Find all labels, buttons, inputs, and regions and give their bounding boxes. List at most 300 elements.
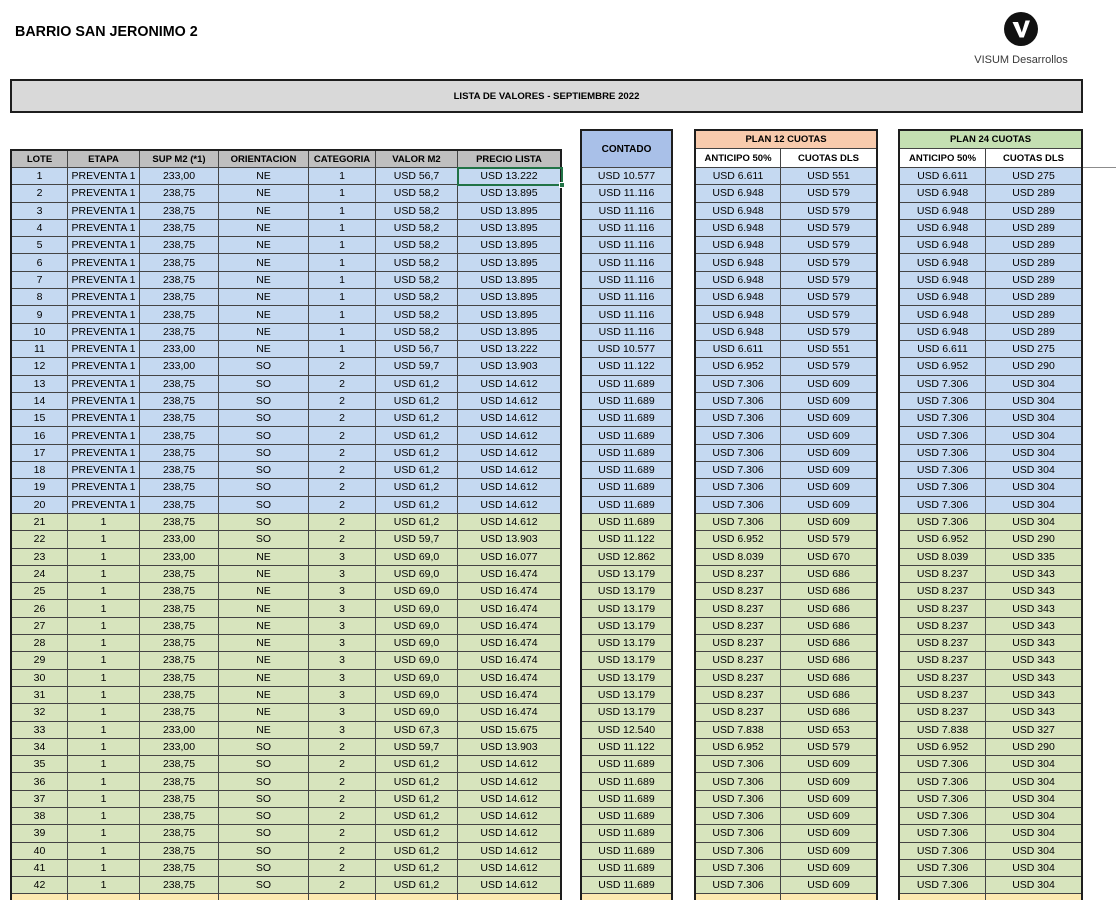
cell-plan-12-cuotas[interactable]: USD 609 [807, 827, 850, 840]
cell-etapa[interactable]: PREVENTA 1 [68, 272, 140, 288]
cell-orientacion[interactable]: SO [219, 427, 309, 443]
cell-precio-lista[interactable]: USD 13.895 [480, 325, 538, 338]
cell-sup-m2[interactable]: 238,75 [140, 272, 219, 288]
cell-plan-12-anticipo[interactable]: USD 8.237 [696, 704, 781, 720]
cell-plan-24-anticipo[interactable] [900, 894, 986, 899]
cell-precio-lista[interactable]: USD 13.895 [480, 273, 538, 286]
cell-plan-12-anticipo[interactable]: USD 8.237 [696, 652, 781, 668]
column-header-plan-12-cuotas[interactable]: CUOTAS DLS [797, 152, 860, 164]
cell-sup-m2[interactable]: 238,75 [140, 220, 219, 236]
cell-plan-12-anticipo[interactable]: USD 6.948 [696, 185, 781, 201]
cell-categoria[interactable]: 2 [309, 445, 376, 461]
cell-etapa[interactable]: 1 [68, 687, 140, 703]
cell-plan-24-anticipo[interactable]: USD 7.306 [900, 462, 986, 478]
cell-valor-m2[interactable]: USD 61,2 [376, 514, 458, 530]
cell-precio-lista[interactable]: USD 13.895 [480, 308, 538, 321]
cell-sup-m2[interactable]: 238,75 [140, 583, 219, 599]
cell-precio-lista[interactable]: USD 14.612 [480, 464, 538, 477]
cell-sup-m2[interactable]: 238,75 [140, 254, 219, 270]
cell-valor-m2[interactable]: USD 61,2 [376, 843, 458, 859]
cell-plan-12-anticipo[interactable]: USD 6.948 [696, 272, 781, 288]
cell-orientacion[interactable]: NE [219, 549, 309, 565]
cell-sup-m2[interactable]: 238,75 [140, 514, 219, 530]
cell-plan-12-anticipo[interactable]: USD 7.306 [696, 877, 781, 893]
cell-plan-12-cuotas[interactable]: USD 686 [807, 706, 850, 719]
cell-plan-24-anticipo[interactable]: USD 7.306 [900, 479, 986, 495]
cell-plan-12-anticipo[interactable]: USD 7.306 [696, 756, 781, 772]
cell-valor-m2[interactable]: USD 61,2 [376, 756, 458, 772]
cell-valor-m2[interactable]: USD 69,0 [376, 635, 458, 651]
cell-valor-m2[interactable]: USD 69,0 [376, 566, 458, 582]
cell-plan-24-cuotas[interactable]: USD 343 [1012, 619, 1055, 632]
column-header-etapa[interactable]: ETAPA [68, 151, 140, 167]
cell-plan-24-cuotas[interactable]: USD 275 [1012, 170, 1055, 183]
cell-orientacion[interactable]: NE [219, 324, 309, 340]
cell-plan-12-cuotas[interactable]: USD 579 [807, 222, 850, 235]
cell-plan-12-cuotas[interactable]: USD 686 [807, 619, 850, 632]
cell-plan-24-cuotas[interactable]: USD 304 [1012, 464, 1055, 477]
cell-etapa[interactable]: 1 [68, 808, 140, 824]
cell-plan-24-cuotas[interactable]: USD 343 [1012, 585, 1055, 598]
cell-plan-12-cuotas[interactable]: USD 609 [807, 775, 850, 788]
column-header-precio-lista[interactable]: PRECIO LISTA [476, 153, 542, 165]
cell-plan-24-cuotas[interactable]: USD 304 [1012, 792, 1055, 805]
cell-plan-12-anticipo[interactable]: USD 7.306 [696, 808, 781, 824]
cell-valor-m2[interactable]: USD 69,0 [376, 583, 458, 599]
cell-orientacion[interactable]: NE [219, 341, 309, 357]
cell-lote[interactable]: 32 [12, 704, 68, 720]
cell-orientacion[interactable]: NE [219, 289, 309, 305]
cell-sup-m2[interactable]: 238,75 [140, 618, 219, 634]
cell-plan-24-anticipo[interactable]: USD 8.039 [900, 549, 986, 565]
cell-contado[interactable]: USD 11.116 [598, 325, 655, 338]
cell-orientacion[interactable]: SO [219, 825, 309, 841]
cell-sup-m2[interactable]: 238,75 [140, 843, 219, 859]
cell-etapa[interactable]: PREVENTA 1 [68, 324, 140, 340]
cell-categoria[interactable]: 2 [309, 825, 376, 841]
cell-orientacion[interactable]: NE [219, 272, 309, 288]
cell-etapa[interactable]: PREVENTA 1 [68, 237, 140, 253]
cell-categoria[interactable]: 1 [309, 289, 376, 305]
cell-valor-m2[interactable]: USD 61,2 [376, 462, 458, 478]
cell-lote[interactable]: 16 [12, 427, 68, 443]
cell-plan-24-anticipo[interactable]: USD 8.237 [900, 704, 986, 720]
cell-plan-24-cuotas[interactable]: USD 289 [1012, 239, 1055, 252]
cell-plan-12-anticipo[interactable]: USD 7.306 [696, 445, 781, 461]
cell-plan-24-anticipo[interactable]: USD 7.306 [900, 445, 986, 461]
cell-categoria[interactable]: 2 [309, 860, 376, 876]
cell-precio-lista[interactable]: USD 13.895 [480, 256, 538, 269]
cell-sup-m2[interactable]: 238,75 [140, 756, 219, 772]
cell-contado[interactable]: USD 11.689 [598, 827, 655, 840]
cell-lote[interactable]: 28 [12, 635, 68, 651]
cell-plan-24-cuotas[interactable] [986, 894, 1081, 899]
cell-plan-12-anticipo[interactable]: USD 7.306 [696, 427, 781, 443]
cell-categoria[interactable]: 1 [309, 272, 376, 288]
cell-contado[interactable]: USD 13.179 [597, 567, 656, 580]
cell-lote[interactable] [12, 894, 68, 899]
cell-lote[interactable]: 23 [12, 549, 68, 565]
cell-categoria[interactable]: 2 [309, 843, 376, 859]
cell-categoria[interactable]: 2 [309, 791, 376, 807]
cell-contado[interactable]: USD 11.122 [598, 360, 655, 373]
cell-orientacion[interactable]: SO [219, 739, 309, 755]
cell-plan-24-cuotas[interactable]: USD 289 [1012, 291, 1055, 304]
cell-plan-24-anticipo[interactable]: USD 6.952 [900, 739, 986, 755]
cell-etapa[interactable]: 1 [68, 618, 140, 634]
cell-plan-12-anticipo[interactable]: USD 8.237 [696, 618, 781, 634]
cell-orientacion[interactable]: NE [219, 652, 309, 668]
cell-categoria[interactable]: 2 [309, 393, 376, 409]
cell-contado[interactable]: USD 13.179 [597, 637, 656, 650]
cell-contado[interactable]: USD 13.179 [597, 602, 656, 615]
cell-plan-12-cuotas[interactable]: USD 579 [807, 273, 850, 286]
cell-plan-24-cuotas[interactable]: USD 304 [1012, 827, 1055, 840]
cell-plan-12-cuotas[interactable] [781, 894, 876, 899]
cell-sup-m2[interactable]: 238,75 [140, 203, 219, 219]
cell-plan-24-anticipo[interactable]: USD 7.306 [900, 773, 986, 789]
cell-orientacion[interactable]: SO [219, 462, 309, 478]
cell-lote[interactable]: 21 [12, 514, 68, 530]
cell-plan-24-anticipo[interactable]: USD 7.306 [900, 825, 986, 841]
cell-sup-m2[interactable]: 238,75 [140, 825, 219, 841]
cell-plan-12-anticipo[interactable]: USD 6.952 [696, 531, 781, 547]
cell-etapa[interactable]: PREVENTA 1 [68, 376, 140, 392]
cell-precio-lista[interactable]: USD 14.612 [480, 862, 538, 875]
cell-plan-12-cuotas[interactable]: USD 551 [807, 170, 850, 183]
cell-precio-lista[interactable]: USD 14.612 [480, 395, 538, 407]
cell-orientacion[interactable]: NE [219, 306, 309, 322]
cell-plan-12-cuotas[interactable]: USD 609 [807, 395, 850, 407]
cell-plan-24-anticipo[interactable]: USD 6.948 [900, 220, 986, 236]
cell-valor-m2[interactable]: USD 56,7 [376, 168, 458, 184]
cell-sup-m2[interactable]: 238,75 [140, 479, 219, 495]
cell-plan-24-anticipo[interactable]: USD 7.306 [900, 393, 986, 409]
cell-etapa[interactable]: PREVENTA 1 [68, 479, 140, 495]
cell-orientacion[interactable]: NE [219, 566, 309, 582]
cell-plan-24-anticipo[interactable]: USD 6.952 [900, 358, 986, 374]
cell-plan-24-cuotas[interactable]: USD 289 [1012, 325, 1055, 338]
cell-plan-12-cuotas[interactable]: USD 579 [807, 291, 850, 304]
cell-sup-m2[interactable]: 233,00 [140, 168, 219, 184]
cell-valor-m2[interactable]: USD 61,2 [376, 860, 458, 876]
cell-orientacion[interactable]: NE [219, 600, 309, 616]
cell-etapa[interactable]: PREVENTA 1 [68, 289, 140, 305]
fill-handle[interactable] [559, 182, 565, 188]
cell-plan-12-anticipo[interactable]: USD 6.952 [696, 739, 781, 755]
cell-plan-24-anticipo[interactable]: USD 8.237 [900, 635, 986, 651]
cell-categoria[interactable]: 3 [309, 722, 376, 738]
cell-etapa[interactable]: PREVENTA 1 [68, 203, 140, 219]
cell-orientacion[interactable]: SO [219, 376, 309, 392]
cell-precio-lista[interactable]: USD 13.903 [480, 533, 538, 546]
cell-precio-lista[interactable]: USD 14.612 [480, 429, 538, 442]
cell-plan-12-anticipo[interactable]: USD 6.948 [696, 237, 781, 253]
cell-lote[interactable]: 40 [12, 843, 68, 859]
cell-precio-lista[interactable]: USD 13.895 [480, 291, 538, 304]
cell-valor-m2[interactable]: USD 59,7 [376, 358, 458, 374]
cell-etapa[interactable] [68, 894, 140, 899]
cell-plan-12-anticipo[interactable]: USD 8.039 [696, 549, 781, 565]
cell-orientacion[interactable]: NE [219, 237, 309, 253]
cell-plan-24-anticipo[interactable]: USD 7.306 [900, 877, 986, 893]
cell-valor-m2[interactable]: USD 58,2 [376, 237, 458, 253]
cell-sup-m2[interactable] [140, 894, 219, 899]
cell-orientacion[interactable] [219, 894, 309, 899]
cell-plan-12-cuotas[interactable]: USD 609 [807, 481, 850, 494]
cell-plan-12-cuotas[interactable]: USD 686 [807, 585, 850, 598]
cell-etapa[interactable]: 1 [68, 635, 140, 651]
cell-categoria[interactable]: 3 [309, 687, 376, 703]
cell-plan-24-cuotas[interactable]: USD 343 [1012, 689, 1055, 702]
cell-sup-m2[interactable]: 238,75 [140, 687, 219, 703]
cell-precio-lista[interactable]: USD 14.612 [480, 792, 538, 805]
cell-valor-m2[interactable]: USD 61,2 [376, 393, 458, 409]
cell-categoria[interactable]: 3 [309, 600, 376, 616]
cell-plan-12-cuotas[interactable]: USD 609 [807, 792, 850, 805]
cell-contado[interactable]: USD 12.540 [597, 723, 656, 736]
cell-valor-m2[interactable]: USD 61,2 [376, 877, 458, 893]
cell-etapa[interactable]: 1 [68, 549, 140, 565]
cell-categoria[interactable]: 2 [309, 808, 376, 824]
cell-plan-24-cuotas[interactable]: USD 304 [1012, 810, 1055, 823]
cell-plan-12-cuotas[interactable]: USD 579 [807, 239, 850, 252]
cell-plan-24-anticipo[interactable]: USD 6.948 [900, 254, 986, 270]
cell-categoria[interactable]: 1 [309, 306, 376, 322]
cell-lote[interactable]: 17 [12, 445, 68, 461]
cell-plan-12-cuotas[interactable]: USD 609 [807, 516, 850, 529]
cell-categoria[interactable]: 3 [309, 704, 376, 720]
cell-plan-12-cuotas[interactable]: USD 579 [807, 256, 850, 269]
cell-valor-m2[interactable]: USD 61,2 [376, 497, 458, 513]
cell-categoria[interactable]: 2 [309, 358, 376, 374]
cell-plan-24-cuotas[interactable]: USD 335 [1012, 550, 1055, 563]
cell-valor-m2[interactable]: USD 69,0 [376, 704, 458, 720]
cell-contado[interactable]: USD 10.577 [597, 343, 656, 356]
cell-orientacion[interactable]: NE [219, 670, 309, 686]
cell-plan-24-anticipo[interactable]: USD 6.948 [900, 289, 986, 305]
cell-contado[interactable]: USD 10.577 [597, 170, 656, 183]
cell-precio-lista[interactable]: USD 16.474 [480, 602, 538, 615]
cell-plan-12-cuotas[interactable]: USD 609 [807, 498, 850, 511]
cell-sup-m2[interactable]: 238,75 [140, 462, 219, 478]
cell-plan-12-anticipo[interactable]: USD 6.611 [696, 168, 781, 184]
cell-plan-24-anticipo[interactable]: USD 8.237 [900, 566, 986, 582]
cell-plan-24-cuotas[interactable]: USD 304 [1012, 862, 1055, 875]
cell-orientacion[interactable]: SO [219, 531, 309, 547]
cell-plan-12-anticipo[interactable]: USD 7.306 [696, 843, 781, 859]
cell-plan-12-cuotas[interactable]: USD 686 [807, 654, 850, 667]
cell-orientacion[interactable]: SO [219, 860, 309, 876]
cell-plan-12-cuotas[interactable]: USD 686 [807, 637, 850, 650]
cell-plan-24-anticipo[interactable]: USD 7.306 [900, 376, 986, 392]
cell-sup-m2[interactable]: 238,75 [140, 877, 219, 893]
cell-lote[interactable]: 38 [12, 808, 68, 824]
cell-categoria[interactable]: 3 [309, 618, 376, 634]
cell-plan-24-cuotas[interactable]: USD 304 [1012, 516, 1055, 529]
cell-orientacion[interactable]: NE [219, 583, 309, 599]
cell-plan-24-cuotas[interactable]: USD 290 [1012, 740, 1055, 753]
cell-categoria[interactable]: 3 [309, 583, 376, 599]
cell-categoria[interactable]: 2 [309, 514, 376, 530]
cell-etapa[interactable]: PREVENTA 1 [68, 168, 140, 184]
cell-plan-12-anticipo[interactable]: USD 6.948 [696, 289, 781, 305]
cell-categoria[interactable]: 1 [309, 203, 376, 219]
cell-plan-12-anticipo[interactable]: USD 7.306 [696, 462, 781, 478]
cell-plan-24-cuotas[interactable]: USD 304 [1012, 879, 1055, 892]
cell-orientacion[interactable]: SO [219, 445, 309, 461]
cell-lote[interactable]: 25 [12, 583, 68, 599]
cell-plan-24-cuotas[interactable]: USD 304 [1012, 446, 1055, 459]
cell-lote[interactable]: 42 [12, 877, 68, 893]
cell-etapa[interactable]: PREVENTA 1 [68, 445, 140, 461]
cell-etapa[interactable]: 1 [68, 791, 140, 807]
cell-categoria[interactable]: 2 [309, 462, 376, 478]
cell-plan-24-anticipo[interactable]: USD 6.948 [900, 272, 986, 288]
cell-plan-12-cuotas[interactable]: USD 579 [807, 204, 850, 217]
cell-contado[interactable]: USD 11.689 [598, 879, 655, 892]
cell-plan-24-anticipo[interactable]: USD 7.306 [900, 791, 986, 807]
cell-plan-12-cuotas[interactable]: USD 609 [807, 879, 850, 892]
cell-plan-12-anticipo[interactable]: USD 8.237 [696, 635, 781, 651]
cell-lote[interactable]: 18 [12, 462, 68, 478]
cell-contado[interactable]: USD 13.179 [597, 619, 656, 632]
cell-plan-12-cuotas[interactable]: USD 609 [807, 429, 850, 442]
cell-categoria[interactable]: 3 [309, 566, 376, 582]
cell-plan-12-anticipo[interactable]: USD 7.306 [696, 514, 781, 530]
cell-lote[interactable]: 1 [12, 168, 68, 184]
cell-plan-24-anticipo[interactable]: USD 8.237 [900, 687, 986, 703]
cell-plan-12-cuotas[interactable]: USD 686 [807, 689, 850, 702]
cell-plan-12-cuotas[interactable]: USD 609 [807, 862, 850, 875]
cell-valor-m2[interactable]: USD 58,2 [376, 203, 458, 219]
cell-sup-m2[interactable]: 238,75 [140, 427, 219, 443]
cell-valor-m2[interactable]: USD 61,2 [376, 808, 458, 824]
cell-contado[interactable]: USD 11.122 [598, 740, 655, 753]
cell-orientacion[interactable]: NE [219, 168, 309, 184]
cell-contado[interactable]: USD 11.122 [598, 533, 655, 546]
cell-valor-m2[interactable]: USD 59,7 [376, 739, 458, 755]
cell-sup-m2[interactable]: 233,00 [140, 341, 219, 357]
cell-plan-24-anticipo[interactable]: USD 6.948 [900, 306, 986, 322]
cell-contado[interactable]: USD 11.116 [598, 204, 655, 217]
cell-precio-lista[interactable]: USD 14.612 [480, 498, 538, 511]
cell-plan-24-anticipo[interactable]: USD 7.306 [900, 756, 986, 772]
cell-plan-12-anticipo[interactable]: USD 6.611 [696, 341, 781, 357]
cell-etapa[interactable]: 1 [68, 877, 140, 893]
cell-categoria[interactable]: 2 [309, 739, 376, 755]
cell-plan-24-cuotas[interactable]: USD 343 [1012, 567, 1055, 580]
cell-lote[interactable]: 41 [12, 860, 68, 876]
cell-etapa[interactable]: PREVENTA 1 [68, 497, 140, 513]
cell-valor-m2[interactable]: USD 58,2 [376, 254, 458, 270]
cell-orientacion[interactable]: NE [219, 722, 309, 738]
cell-lote[interactable]: 39 [12, 825, 68, 841]
cell-precio-lista[interactable]: USD 14.612 [480, 481, 538, 494]
cell-valor-m2[interactable]: USD 61,2 [376, 410, 458, 426]
cell-etapa[interactable]: 1 [68, 531, 140, 547]
cell-precio-lista[interactable]: USD 16.077 [480, 550, 538, 563]
cell-lote[interactable]: 12 [12, 358, 68, 374]
cell-precio-lista[interactable]: USD 16.474 [480, 585, 538, 598]
cell-precio-lista[interactable]: USD 13.903 [480, 740, 538, 753]
cell-plan-12-cuotas[interactable]: USD 579 [807, 360, 850, 373]
cell-plan-24-cuotas[interactable]: USD 289 [1012, 273, 1055, 286]
cell-orientacion[interactable]: SO [219, 410, 309, 426]
cell-precio-lista[interactable] [458, 894, 560, 899]
cell-plan-24-cuotas[interactable]: USD 304 [1012, 429, 1055, 442]
cell-orientacion[interactable]: SO [219, 843, 309, 859]
cell-sup-m2[interactable]: 238,75 [140, 185, 219, 201]
cell-plan-12-cuotas[interactable]: USD 579 [807, 740, 850, 753]
cell-categoria[interactable]: 1 [309, 341, 376, 357]
cell-orientacion[interactable]: NE [219, 618, 309, 634]
cell-plan-24-cuotas[interactable]: USD 343 [1012, 671, 1055, 684]
cell-valor-m2[interactable]: USD 61,2 [376, 445, 458, 461]
cell-plan-12-anticipo[interactable]: USD 7.306 [696, 376, 781, 392]
cell-categoria[interactable]: 2 [309, 410, 376, 426]
cell-plan-24-cuotas[interactable]: USD 289 [1012, 256, 1055, 269]
cell-valor-m2[interactable]: USD 61,2 [376, 773, 458, 789]
cell-valor-m2[interactable]: USD 61,2 [376, 376, 458, 392]
cell-plan-12-anticipo[interactable]: USD 7.306 [696, 773, 781, 789]
cell-plan-12-cuotas[interactable]: USD 609 [807, 464, 850, 477]
cell-contado[interactable]: USD 11.116 [598, 239, 655, 252]
cell-contado[interactable]: USD 11.116 [598, 222, 655, 235]
cell-plan-24-cuotas[interactable]: USD 275 [1012, 343, 1055, 356]
cell-lote[interactable]: 19 [12, 479, 68, 495]
cell-plan-24-cuotas[interactable]: USD 304 [1012, 844, 1055, 857]
cell-orientacion[interactable]: SO [219, 479, 309, 495]
cell-sup-m2[interactable]: 238,75 [140, 635, 219, 651]
plan-12-title[interactable]: PLAN 12 CUOTAS [745, 134, 827, 145]
cell-sup-m2[interactable]: 238,75 [140, 410, 219, 426]
cell-valor-m2[interactable]: USD 58,2 [376, 220, 458, 236]
cell-categoria[interactable]: 3 [309, 670, 376, 686]
cell-etapa[interactable]: 1 [68, 722, 140, 738]
cell-precio-lista[interactable]: USD 14.612 [480, 446, 538, 459]
cell-plan-12-cuotas[interactable]: USD 579 [807, 187, 850, 200]
cell-categoria[interactable]: 3 [309, 652, 376, 668]
cell-etapa[interactable]: PREVENTA 1 [68, 254, 140, 270]
cell-sup-m2[interactable]: 238,75 [140, 860, 219, 876]
column-header-valor-m2[interactable]: VALOR M2 [376, 151, 458, 167]
cell-precio-lista[interactable]: USD 13.903 [480, 360, 538, 373]
cell-plan-12-cuotas[interactable]: USD 609 [807, 412, 850, 425]
cell-orientacion[interactable]: NE [219, 185, 309, 201]
cell-plan-24-cuotas[interactable]: USD 289 [1012, 308, 1055, 321]
cell-plan-24-anticipo[interactable]: USD 8.237 [900, 670, 986, 686]
cell-lote[interactable]: 30 [12, 670, 68, 686]
cell-precio-lista[interactable]: USD 13.222 [480, 343, 538, 356]
cell-valor-m2[interactable]: USD 56,7 [376, 341, 458, 357]
cell-sup-m2[interactable]: 238,75 [140, 306, 219, 322]
cell-etapa[interactable]: 1 [68, 670, 140, 686]
cell-sup-m2[interactable]: 238,75 [140, 566, 219, 582]
cell-orientacion[interactable]: NE [219, 203, 309, 219]
cell-lote[interactable]: 4 [12, 220, 68, 236]
cell-contado[interactable]: USD 11.116 [598, 273, 655, 286]
cell-valor-m2[interactable]: USD 58,2 [376, 272, 458, 288]
cell-lote[interactable]: 35 [12, 756, 68, 772]
cell-orientacion[interactable]: SO [219, 773, 309, 789]
cell-categoria[interactable]: 3 [309, 635, 376, 651]
cell-lote[interactable]: 37 [12, 791, 68, 807]
cell-contado[interactable]: USD 13.179 [597, 585, 656, 598]
cell-lote[interactable]: 8 [12, 289, 68, 305]
column-header-lote[interactable]: LOTE [12, 151, 68, 167]
cell-etapa[interactable]: 1 [68, 843, 140, 859]
